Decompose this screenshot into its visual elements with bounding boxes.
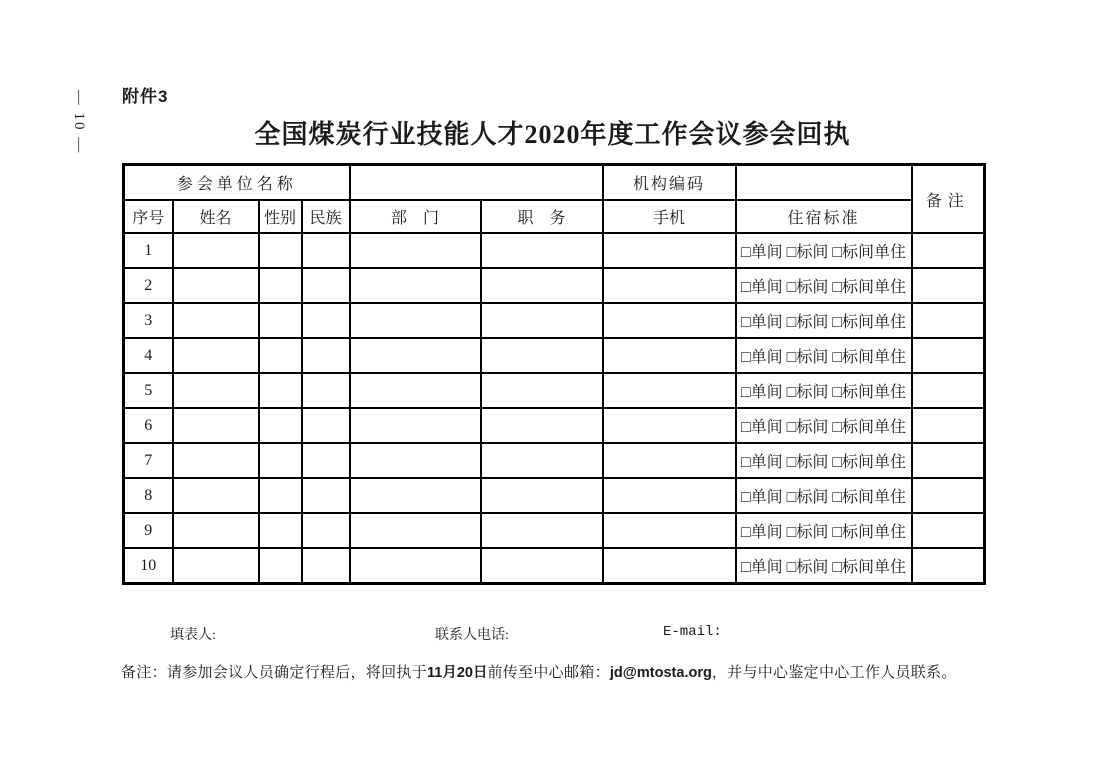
position-cell — [481, 338, 603, 373]
header-row-1 — [124, 165, 985, 201]
gender-cell — [259, 233, 302, 268]
row-number-cell: 2 — [124, 268, 173, 303]
mobile-cell — [603, 373, 736, 408]
remark-cell — [912, 373, 985, 408]
lodging-options-cell: □单间 □标间 □标间单住 — [736, 478, 912, 513]
name-cell — [173, 338, 259, 373]
note-text-part2: 前传至中心邮箱： — [487, 665, 610, 681]
gender-cell — [259, 443, 302, 478]
row-number-cell: 8 — [124, 478, 173, 513]
gender-cell — [259, 268, 302, 303]
lodging-options-cell: □单间 □标间 □标间单住 — [736, 408, 912, 443]
mobile-cell — [603, 303, 736, 338]
position-cell — [481, 408, 603, 443]
note-text-part1: 备注：请参加会议人员确定行程后，将回执于 — [121, 665, 428, 681]
mobile-cell — [603, 513, 736, 548]
col-header-position: 职 务 — [481, 200, 603, 233]
gender-cell — [259, 513, 302, 548]
note-deadline-date: 11月20日 — [427, 665, 488, 681]
ethnicity-cell — [302, 268, 350, 303]
remark-cell — [912, 513, 985, 548]
unit-name-value-cell — [350, 165, 603, 201]
remark-cell — [912, 408, 985, 443]
table-row — [124, 408, 985, 443]
ethnicity-cell — [302, 233, 350, 268]
department-cell — [350, 548, 481, 584]
department-cell — [350, 373, 481, 408]
name-cell — [173, 373, 259, 408]
department-cell — [350, 233, 481, 268]
mobile-cell — [603, 268, 736, 303]
row-number-cell: 7 — [124, 443, 173, 478]
remark-header-cell: 备注 — [912, 165, 985, 234]
position-cell — [481, 548, 603, 584]
col-header-name: 姓名 — [173, 200, 259, 233]
mobile-cell — [603, 338, 736, 373]
col-header-lodging: 住宿标准 — [736, 200, 912, 233]
name-cell — [173, 513, 259, 548]
col-header-gender: 性别 — [259, 200, 302, 233]
note-email-address: jd@mtosta.org — [609, 665, 712, 681]
lodging-options-cell: □单间 □标间 □标间单住 — [736, 268, 912, 303]
contact-phone-label: 联系人电话: — [435, 628, 509, 643]
remark-cell — [912, 303, 985, 338]
remark-cell — [912, 443, 985, 478]
department-cell — [350, 303, 481, 338]
remark-note — [121, 661, 1001, 682]
row-number-cell: 5 — [124, 373, 173, 408]
table-row — [124, 268, 985, 303]
row-number-cell: 3 — [124, 303, 173, 338]
table-row — [124, 443, 985, 478]
row-number-cell: 4 — [124, 338, 173, 373]
department-cell — [350, 338, 481, 373]
ethnicity-cell — [302, 303, 350, 338]
gender-cell — [259, 338, 302, 373]
remark-cell — [912, 548, 985, 584]
row-number-cell: 9 — [124, 513, 173, 548]
position-cell — [481, 303, 603, 338]
col-header-department: 部 门 — [350, 200, 481, 233]
gender-cell — [259, 408, 302, 443]
ethnicity-cell — [302, 443, 350, 478]
gender-cell — [259, 478, 302, 513]
page-title: 全国煤炭行业技能人才2020年度工作会议参会回执 — [254, 120, 851, 149]
position-cell — [481, 233, 603, 268]
gender-cell — [259, 373, 302, 408]
ethnicity-cell — [302, 338, 350, 373]
receipt-table — [122, 163, 986, 585]
lodging-options-cell: □单间 □标间 □标间单住 — [736, 303, 912, 338]
table-row — [124, 513, 985, 548]
name-cell — [173, 443, 259, 478]
remark-cell — [912, 233, 985, 268]
gender-cell — [259, 303, 302, 338]
col-header-seq: 序号 — [124, 200, 173, 233]
form-filler-label: 填表人: — [170, 628, 216, 643]
unit-name-label-cell: 参会单位名称 — [124, 165, 350, 201]
name-cell — [173, 303, 259, 338]
ethnicity-cell — [302, 548, 350, 584]
table-row — [124, 338, 985, 373]
name-cell — [173, 548, 259, 584]
lodging-options-cell: □单间 □标间 □标间单住 — [736, 338, 912, 373]
row-number-cell: 1 — [124, 233, 173, 268]
col-header-mobile: 手机 — [603, 200, 736, 233]
mobile-cell — [603, 408, 736, 443]
mobile-cell — [603, 233, 736, 268]
table-row — [124, 548, 985, 584]
remark-cell — [912, 268, 985, 303]
page-number: — 10 — — [71, 89, 87, 155]
row-number-cell: 6 — [124, 408, 173, 443]
lodging-options-cell: □单间 □标间 □标间单住 — [736, 513, 912, 548]
mobile-cell — [603, 548, 736, 584]
row-number-cell: 10 — [124, 548, 173, 584]
position-cell — [481, 373, 603, 408]
position-cell — [481, 268, 603, 303]
org-code-value-cell — [736, 165, 912, 201]
name-cell — [173, 268, 259, 303]
gender-cell — [259, 548, 302, 584]
remark-cell — [912, 338, 985, 373]
attachment-label: 附件3 — [122, 87, 169, 106]
department-cell — [350, 478, 481, 513]
lodging-options-cell: □单间 □标间 □标间单住 — [736, 373, 912, 408]
note-text-part3: ，并与中心鉴定中心工作人员联系。 — [711, 665, 957, 681]
lodging-options-cell: □单间 □标间 □标间单住 — [736, 443, 912, 478]
ethnicity-cell — [302, 373, 350, 408]
mobile-cell — [603, 443, 736, 478]
col-header-ethnicity: 民族 — [302, 200, 350, 233]
ethnicity-cell — [302, 478, 350, 513]
position-cell — [481, 478, 603, 513]
table-row — [124, 233, 985, 268]
lodging-options-cell: □单间 □标间 □标间单住 — [736, 548, 912, 584]
department-cell — [350, 268, 481, 303]
mobile-cell — [603, 478, 736, 513]
name-cell — [173, 478, 259, 513]
table-row — [124, 303, 985, 338]
table-row — [124, 373, 985, 408]
org-code-label-cell: 机构编码 — [603, 165, 736, 201]
lodging-options-cell: □单间 □标间 □标间单住 — [736, 233, 912, 268]
ethnicity-cell — [302, 513, 350, 548]
position-cell — [481, 513, 603, 548]
position-cell — [481, 443, 603, 478]
department-cell — [350, 443, 481, 478]
name-cell — [173, 408, 259, 443]
name-cell — [173, 233, 259, 268]
department-cell — [350, 408, 481, 443]
email-label: E-mail: — [663, 624, 722, 640]
remark-cell — [912, 478, 985, 513]
table-row — [124, 478, 985, 513]
ethnicity-cell — [302, 408, 350, 443]
department-cell — [350, 513, 481, 548]
header-row-2 — [124, 200, 985, 233]
